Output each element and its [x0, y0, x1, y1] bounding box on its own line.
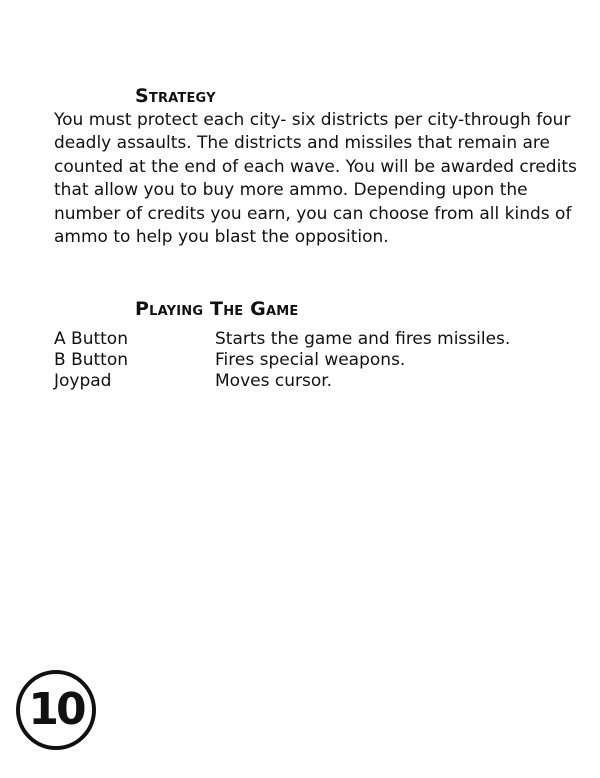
control-key: B Button — [54, 350, 129, 370]
page-number: 10 — [28, 684, 84, 735]
control-key: A Button — [54, 329, 128, 349]
strategy-paragraph: You must protect each city- six districts per city-through four deadly assaults. The districts and missiles that remain are counted at the end of each wave. You will be awarded credits that allow you to buy more ammo. Depending upon the number of credits you earn, you can choose from all kinds of ammo to help you blast the opposition. — [54, 110, 577, 248]
playing-the-game-heading: Playing The Game — [135, 298, 299, 320]
page-number-badge — [16, 670, 96, 750]
controls-list — [54, 329, 574, 392]
control-description: Fires special weapons. — [215, 350, 406, 370]
control-row — [54, 371, 574, 392]
control-key: Joypad — [54, 371, 112, 391]
control-row — [54, 329, 574, 350]
control-description: Moves cursor. — [215, 371, 333, 391]
strategy-heading: Strategy — [135, 85, 216, 107]
control-description: Starts the game and fires missiles. — [215, 329, 511, 349]
control-row — [54, 350, 574, 371]
